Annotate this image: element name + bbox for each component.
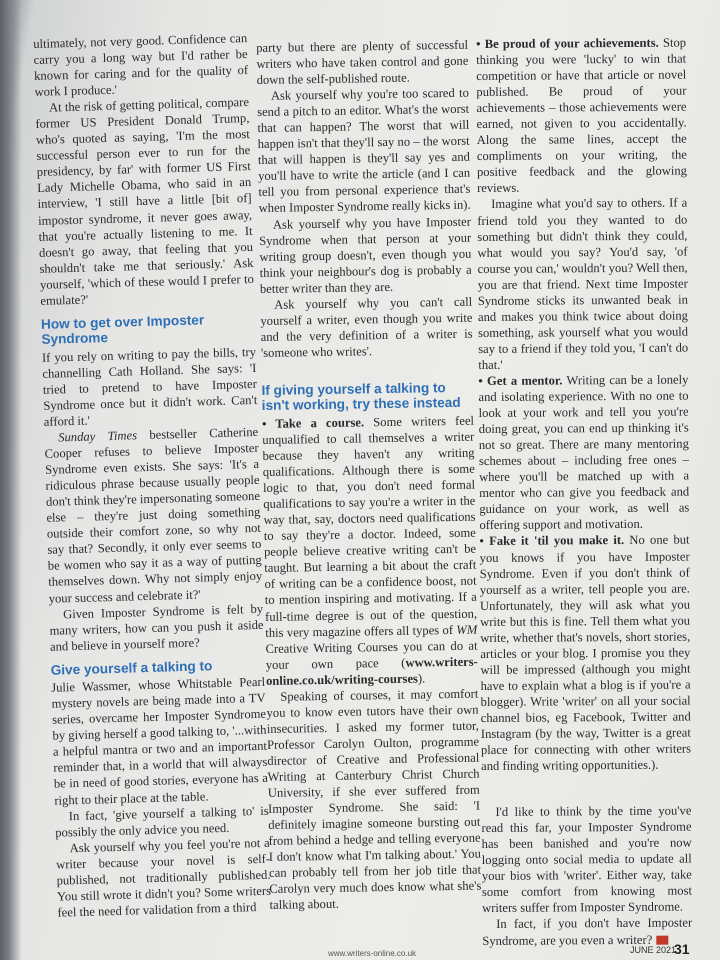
paragraph [44,424,263,606]
subheading-try-these: If giving yourself a talking to isn't working, try these instead [261,380,461,414]
article-column-3 [476,35,692,949]
page-gutter-shadow [0,0,22,960]
bullet-lead: • Take a course. [261,415,365,431]
paragraph: Ask yourself why you have Imposter Syndrome when that person at your writing group doesn't, even though you think your neighbour's dog is probably a better writer than they are. [259,214,472,296]
publication-name: Sunday Times [58,428,138,445]
subheading-get-over: How to get over Imposter Syndrome [40,312,205,348]
magazine-abbrev: WM [456,622,478,637]
bullet-get-mentor [478,372,689,534]
footer-url: www.writers-online.co.uk [328,949,417,958]
paragraph: In fact, 'give yourself a talking to' is possibly the only advice you need. [55,803,269,840]
bullet-text: Stop thinking you were 'lucky' to win that competition or have that article or novel published. Be proud of your achievements – those achievements were earned, not given to you accidentally. Along the same lines, accept the compliments on your writing, the positive feedback and the glowing reviews. [476,35,687,196]
subheading-talking-to: Give yourself a talking to [50,657,213,678]
paragraph: At the risk of getting political, compare former US President Donald Trump, who's quoted as saying, 'I'm the most successful person ever to run for the presidency, by far' with former US First Lady Michelle Obama, who said in an interview, 'I still have a little [bit of] impostor syndrome, it never goes away, that you're actually listening to me. It doesn't go away, that feeling that you shouldn't take me that seriously.' Ask yourself, 'which of these would I prefer to emulate?' [35,95,255,308]
paragraph-text: bestseller Catherine Cooper refuses to believe Imposter Syndrome even exists. She says: 'It's a ridiculous phrase because usually people don't think they're impersonating someone else – they're just doing something outside their comfort zone, so why not say that? Secondly, it only ever seems to be women who say it as a way of putting themselves down. Why not simply enjoy your success and celebrate it?' [44,424,263,606]
bullet-be-proud [476,35,687,197]
bullet-text: ). [417,671,426,686]
page-number: 31 [674,941,690,957]
paragraph: Ask yourself why you feel you're not a writer because your novel is self-published, not traditionally published. You still wrote it didn't you? Some writers feel the need for validation from a third [55,835,272,920]
paragraph: Ask yourself why you can't call yourself a writer, even though you write and the very definition of a writer is 'someone who writes'. [260,294,473,360]
paragraph: Julie Wassmer, whose Whitstable Pearl mystery novels are being made into a TV series, overcame her Imposter Syndrome by giving herself a good talking to, '...with a helpful mantra or two and an important reminder that, in a world that will always be in need of good stories, everyone has a right to their place at the table. [51,674,269,808]
bullet-lead: • Be proud of your achievements. [476,35,659,51]
paragraph: party but there are plenty of successful writers who have taken control and gone down the self-published route. [256,37,469,88]
bullet-lead: • Get a mentor. [478,373,563,388]
footer-date: JUNE 2021 [630,945,677,955]
paragraph: If you rely on writing to pay the bills, try channelling Cath Holland. She says: 'I tried to pretend to have Imposter Syndrome once but it didn't work. Can't afford it.' [41,344,258,429]
paragraph: ultimately, not very good. Confidence can carry you a long way but I'd rather be known for caring and for the quality of work I produce.' [33,31,249,100]
closing-text: In fact, if you don't have Imposter Syndrome, are you even a writer? [482,915,693,948]
paragraph: Given Imposter Syndrome is felt by many writers, how can you push it aside and believe in yourself more? [49,601,264,654]
bullet-lead: • Fake it 'til you make it. [479,533,625,549]
bullet-text: Writing can be a lonely and isolating experience. With no one to look at your work and tell you you're doing great, you can end up thinking it's not so great. There are many mentoring schemes about – including free ones – where you'll be matched up with a mentor who can give you feedback and guidance on your work, as well as offering support and motivation. [478,372,690,533]
paragraph: I'd like to think by the time you've read this far, your Imposter Syndrome has been banished and you're now logging onto social media to update all your bios with 'writer'. Either way, take some comfort from knowing most writers suffer from Imposter Syndrome. [481,803,693,916]
bullet-take-course [262,413,478,689]
paragraph: Ask yourself why you're too scared to send a pitch to an editor. What's the worst that can happen? The worst that will happen isn't that they'll say no – the worst that will happen is they'll say yes and you'll have to write the article (and I can tell you from personal experience that's when Imposter Syndrome really kicks in). [257,85,471,216]
paragraph [482,915,692,949]
bullet-text: No one but you knows if you have Imposter Syndrome. Even if you don't think of yourself as a writer, tell people you are. Unfortunately, they will ask what you write but this is fine. Tell them what you write, whether that's novels, short stories, articles or your blog. I promise you they will be impressed (although you might have to explain what a blog is if you're a blogger). Write 'writer' on all your social channel bios, eg Facebook, Twitter and Instagram (by the way, Twitter is a great place for connecting with other writers and finding writing opportunities.). [479,532,692,774]
course-url-link[interactable]: www.writers-online.co.uk/writing-courses [265,654,478,688]
bullet-fake-it [479,532,691,774]
article-column-1 [33,30,272,921]
paragraph: Speaking of courses, it may comfort you to know even tutors have their own insecurities. I asked my former tutor, Professor Carolyn Oulton, programme director of Creative and Professional Writing at Canterbury Christ Church University, if she ever suffered from Imposter Syndrome. She said: 'I definitely imagine someone bursting out from behind a hedge and telling everyone I don't know what I'm talking about.' You can probably tell from her job title that Carolyn very much does know what she's talking about. [266,686,482,913]
paragraph: Imagine what you'd say to others. If a friend told you they wanted to do something but didn't think they could, what would you say? You'd say, 'of course you can,' wouldn't you? Well then, you are that friend. Next time Imposter Syndrome sticks its unwanted beak in and makes you think twice about doing something, ask yourself what you would say to a friend if they told you, 'I can't do that.' [477,195,689,372]
bullet-text: Some writers feel unqualified to call themselves a writer because they haven't any writing qualifications. Although there is some logic to that, you don't need formal qualifications to say you're a writer in the way that, say, doctors need qualifications to say they're a doctor. Indeed, some people believe creative writing can't be taught. But learning a bit about the craft of writing can be a confidence boost, not to mention inspiring and motivating. If a full-time degree is out of the question, this very magazine offers all types of [262,413,478,640]
article-column-2 [256,37,482,914]
bullet-text: Creative Writing Courses you can do at your own pace ( [265,638,478,672]
article-end-icon [656,936,668,945]
